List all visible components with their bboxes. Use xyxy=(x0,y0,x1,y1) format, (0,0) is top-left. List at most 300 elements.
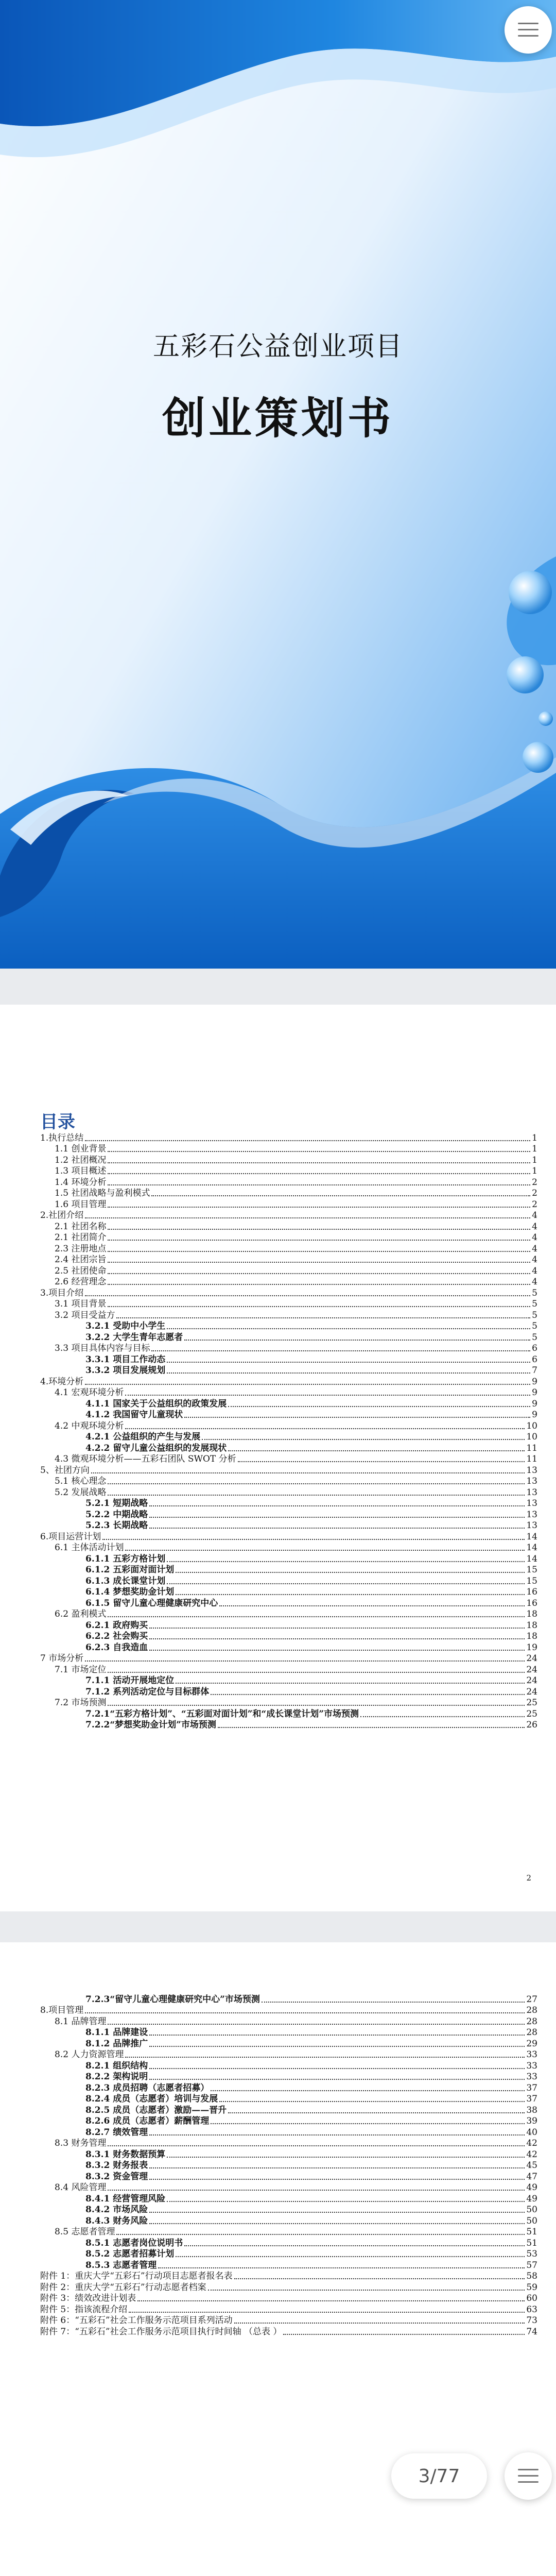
toc-entry[interactable] xyxy=(40,2293,537,2304)
toc-entry-title: 8.2.7 绩效管理 xyxy=(85,2127,148,2138)
toc-entry-page: 15 xyxy=(526,1565,537,1575)
toc-entry[interactable] xyxy=(40,1420,537,1432)
toc-entry-title: 8.2.3 成员招聘（志愿者招募） xyxy=(85,2082,210,2093)
toc-dot-leader xyxy=(219,2101,525,2102)
toc-entry-title: 7.2.3“留守儿童心理健康研究中心”市场预测 xyxy=(85,1994,260,2005)
toc-entry-page: 16 xyxy=(526,1598,537,1608)
toc-entry[interactable] xyxy=(40,1410,537,1421)
toc-entry[interactable] xyxy=(40,2315,537,2327)
toc-entry[interactable] xyxy=(40,1365,537,1377)
toc-entry-page: 19 xyxy=(526,1642,537,1653)
toc-entry[interactable] xyxy=(40,1232,537,1244)
toc-entry[interactable] xyxy=(40,1587,537,1598)
toc-dot-leader xyxy=(91,1472,525,1473)
toc-entry-page: 9 xyxy=(532,1410,537,1420)
toc-dot-leader xyxy=(228,1406,530,1407)
toc-entry-title: 8.1.1 品牌建设 xyxy=(85,2027,148,2038)
toc-entry-title: 8.2.5 成员（志愿者）激励——晋升 xyxy=(85,2105,227,2115)
toc-dot-leader xyxy=(129,2312,525,2313)
toc-entry[interactable] xyxy=(40,1166,537,1177)
toc-dot-leader xyxy=(167,1583,525,1584)
toc-entry[interactable] xyxy=(40,1531,537,1543)
toc-dot-leader xyxy=(149,2223,525,2224)
toc-entry-page: 47 xyxy=(526,2171,537,2182)
toc-dot-leader xyxy=(108,1162,530,1163)
toc-entry[interactable] xyxy=(40,2105,537,2116)
toc-entry-page: 39 xyxy=(526,2116,537,2126)
toc-entry-page: 26 xyxy=(526,1720,537,1730)
toc-entry-page: 9 xyxy=(532,1376,537,1387)
toc-entry-page: 4 xyxy=(532,1255,537,1265)
toc-entry-page: 51 xyxy=(526,2227,537,2237)
toc-entry[interactable] xyxy=(40,1543,537,1554)
toc-entry[interactable] xyxy=(40,1487,537,1498)
toc-entry-page: 13 xyxy=(526,1520,537,1531)
toc-entry-page: 14 xyxy=(526,1543,537,1553)
toc-entry-page: 5 xyxy=(532,1321,537,1331)
toc-dot-leader xyxy=(108,1251,530,1252)
toc-entry-title: 8.5.3 志愿者管理 xyxy=(85,2260,157,2270)
toc-entry[interactable] xyxy=(40,2160,537,2172)
toc-entry[interactable] xyxy=(40,1155,537,1166)
toc-entry[interactable] xyxy=(40,1565,537,1576)
toc-entry-title: 5.2.2 中期战略 xyxy=(85,1509,148,1520)
toc-entry[interactable] xyxy=(40,2027,537,2039)
toc-entry-page: 60 xyxy=(526,2293,537,2303)
toc-entry-title: 1.2 社团概况 xyxy=(55,1155,107,1165)
toc-entry[interactable] xyxy=(40,2072,537,2083)
toc-entry-title: 附件 7：“五彩石”社会工作服务示范项目执行时间轴 （总表 ） xyxy=(40,2326,282,2337)
toc-entry-page: 1 xyxy=(532,1132,537,1143)
toc-entry-title: 5.1 核心理念 xyxy=(55,1476,107,1486)
toc-entry-title: 6.1.1 五彩方格计划 xyxy=(85,1553,166,1564)
toc-entry-title: 4.1 宏观环境分析 xyxy=(55,1387,124,1398)
toc-dot-leader xyxy=(85,1660,525,1662)
toc-dot-leader xyxy=(85,1140,530,1141)
toc-entry[interactable] xyxy=(40,1509,537,1520)
toc-dot-leader xyxy=(85,1384,530,1385)
toc-entry-title: 8.项目管理 xyxy=(40,2005,84,2015)
toc-entry-page: 49 xyxy=(526,2182,537,2193)
toc-entry[interactable] xyxy=(40,1708,537,1720)
cover-subtitle: 五彩石公益创业项目 xyxy=(152,331,403,362)
toc-entry-page: 33 xyxy=(526,2072,537,2082)
toc-entry[interactable] xyxy=(40,1520,537,1532)
toc-entry[interactable] xyxy=(40,1287,537,1299)
toc-entry-page: 9 xyxy=(532,1398,537,1409)
toc-entry-page: 18 xyxy=(526,1631,537,1641)
toc-entry-page: 27 xyxy=(526,1994,537,2005)
toc-entry[interactable] xyxy=(40,1387,537,1399)
toc-entry[interactable] xyxy=(40,1443,537,1454)
toc-entry[interactable] xyxy=(40,2227,537,2238)
toc-entry-title: 6.2.1 政府购买 xyxy=(85,1620,148,1631)
toc-dot-leader xyxy=(219,1605,525,1606)
toc-entry[interactable] xyxy=(40,1575,537,1587)
toc-entry[interactable] xyxy=(40,1332,537,1343)
toc-entry[interactable] xyxy=(40,1398,537,1410)
toc-entry[interactable] xyxy=(40,2038,537,2049)
cover-background xyxy=(0,0,556,969)
toc-entry[interactable] xyxy=(40,1642,537,1653)
toc-dot-leader xyxy=(211,2090,525,2091)
toc-entry-title: 1.6 项目管理 xyxy=(55,1199,107,1210)
toc-entry[interactable] xyxy=(40,1188,537,1199)
toc-dot-leader xyxy=(108,1483,525,1484)
cover-page xyxy=(0,0,556,969)
toc-entry-title: 7.2.1“五彩方格计划”、“五彩面对面计划”和“成长课堂计划”市场预测 xyxy=(85,1708,359,1719)
toc-entry[interactable] xyxy=(40,2193,537,2205)
toc-entry[interactable] xyxy=(40,1465,537,1476)
toc-entry[interactable] xyxy=(40,2149,537,2160)
toc-entry[interactable] xyxy=(40,1265,537,1277)
toc-entry-title: 附件 3：绩效改进计划表 xyxy=(40,2293,136,2303)
toc-dot-leader xyxy=(108,1173,530,1174)
toc-dot-leader xyxy=(149,2167,525,2168)
toc-entry[interactable] xyxy=(40,1432,537,1443)
toc-entry-title: 5.2 发展战略 xyxy=(55,1487,107,1498)
bubble xyxy=(509,571,552,614)
toc-dot-leader xyxy=(184,1417,530,1418)
toc-entry-page: 16 xyxy=(526,1587,537,1597)
toc-entry[interactable] xyxy=(40,1243,537,1255)
toc-entry[interactable] xyxy=(40,2094,537,2105)
toc-entry[interactable] xyxy=(40,1354,537,1365)
toc-entry-title: 7.1.2 系列活动定位与目标群体 xyxy=(85,1686,210,1697)
toc-dot-leader xyxy=(151,1195,530,1196)
toc-dot-leader xyxy=(149,2068,525,2069)
toc-entry[interactable] xyxy=(40,1476,537,1487)
toc-entry-title: 8.3.2 资金管理 xyxy=(85,2171,148,2182)
toc-entry-title: 3.3.2 项目发展规划 xyxy=(85,1365,166,1376)
toc-entry-title: 附件 2：重庆大学“五彩石”行动志愿者档案 xyxy=(40,2282,206,2293)
menu-button[interactable] xyxy=(505,6,552,54)
toc-entry[interactable] xyxy=(40,2271,537,2282)
toc-entry[interactable] xyxy=(40,2326,537,2337)
toc-entry-page: 11 xyxy=(526,1443,537,1453)
toc-dot-leader xyxy=(149,1628,525,1629)
toc-dot-leader xyxy=(116,1317,530,1318)
toc-entry-page: 10 xyxy=(526,1420,537,1431)
toc-dot-leader xyxy=(360,1716,525,1717)
bubble xyxy=(523,742,553,773)
toc-list xyxy=(40,1994,537,2337)
toc-entry[interactable] xyxy=(40,1144,537,1155)
toc-entry[interactable] xyxy=(40,1631,537,1642)
toc-entry-page: 24 xyxy=(526,1686,537,1697)
toc-entry-title: 1.执行总结 xyxy=(40,1132,84,1143)
toc-entry-title: 8.5.2 志愿者招募计划 xyxy=(85,2249,175,2259)
toc-entry-page: 24 xyxy=(526,1664,537,1675)
toc-entry[interactable] xyxy=(40,1199,537,1210)
toc-entry-title: 8.4.1 经营管理风险 xyxy=(85,2193,166,2204)
toc-entry-title: 6.2.3 自我造血 xyxy=(85,1642,148,1653)
toc-dot-leader xyxy=(108,1262,530,1263)
toc-entry[interactable] xyxy=(40,2260,537,2271)
toc-dot-leader xyxy=(149,2212,525,2213)
toc-entry-page: 57 xyxy=(526,2260,537,2270)
toc-entry-title: 7.1 市场定位 xyxy=(55,1664,107,1675)
toc-page-2 xyxy=(0,1005,556,1911)
toc-dot-leader xyxy=(218,1727,525,1728)
toc-dot-leader xyxy=(125,1395,530,1396)
toc-entry-page: 33 xyxy=(526,2049,537,2060)
toc-dot-leader xyxy=(149,1505,525,1506)
toc-entry-title: 2.5 社团使命 xyxy=(55,1265,107,1276)
toc-entry-title: 8.1 品牌管理 xyxy=(55,2016,107,2027)
toc-entry[interactable] xyxy=(40,1277,537,1288)
toc-dot-leader xyxy=(149,2179,525,2180)
toc-entry-page: 6 xyxy=(532,1354,537,1365)
toc-dot-leader xyxy=(108,1616,525,1617)
toc-dot-leader xyxy=(108,1273,530,1274)
toc-entry-page: 42 xyxy=(526,2149,537,2160)
toc-entry-title: 3.2 项目受益方 xyxy=(55,1310,115,1320)
toc-entry-title: 7 市场分析 xyxy=(40,1653,84,1664)
toc-entry[interactable] xyxy=(40,1720,537,1731)
toc-entry[interactable] xyxy=(40,2205,537,2216)
toc-entry-title: 6.1.4 梦想奖助金计划 xyxy=(85,1587,175,1597)
toc-dot-leader xyxy=(167,2201,525,2202)
toc-entry-page: 2 xyxy=(532,1177,537,1188)
toc-entry[interactable] xyxy=(40,1221,537,1232)
toc-dot-leader xyxy=(85,1295,530,1296)
toc-entry-page: 4 xyxy=(532,1232,537,1243)
toc-entry-page: 58 xyxy=(526,2271,537,2281)
toc-entry[interactable] xyxy=(40,2182,537,2194)
toc-dot-leader xyxy=(158,2267,525,2268)
toc-entry-page: 1 xyxy=(532,1155,537,1165)
toc-entry-page: 13 xyxy=(526,1476,537,1486)
toc-dot-leader xyxy=(149,2035,525,2036)
toc-entry-title: 2.4 社团宗旨 xyxy=(55,1255,107,1265)
toc-entry-page: 1 xyxy=(532,1166,537,1176)
toc-dot-leader xyxy=(228,1450,525,1451)
toc-entry[interactable] xyxy=(40,2171,537,2182)
menu-button[interactable] xyxy=(505,2452,552,2500)
toc-entry-page: 74 xyxy=(526,2326,537,2337)
toc-dot-leader xyxy=(108,1229,530,1230)
toc-entry-page: 28 xyxy=(526,2027,537,2038)
toc-entry[interactable] xyxy=(40,1698,537,1709)
toc-dot-leader xyxy=(202,1439,525,1440)
toc-dot-leader xyxy=(108,2145,525,2146)
toc-dot-leader xyxy=(167,2157,525,2158)
toc-entry-page: 29 xyxy=(526,2038,537,2049)
toc-entry[interactable] xyxy=(40,1310,537,1321)
page-number: 2 xyxy=(526,1873,531,1883)
toc-dot-leader xyxy=(102,1539,525,1540)
toc-entry[interactable] xyxy=(40,2127,537,2138)
cover-title: 创业策划书 xyxy=(162,393,394,444)
toc-entry[interactable] xyxy=(40,1210,537,1222)
toc-entry-title: 3.2.1 受助中小学生 xyxy=(85,1321,166,1331)
toc-entry-page: 49 xyxy=(526,2193,537,2204)
toc-dot-leader xyxy=(85,1217,530,1218)
toc-dot-leader xyxy=(116,2234,525,2235)
toc-entry-page: 50 xyxy=(526,2215,537,2226)
toc-entry-title: 7.2.2“梦想奖助金计划”市场预测 xyxy=(85,1720,216,1730)
toc-entry-page: 63 xyxy=(526,2304,537,2315)
toc-dot-leader xyxy=(149,2134,525,2136)
toc-dot-leader xyxy=(228,2112,525,2113)
toc-entry[interactable] xyxy=(40,2238,537,2249)
toc-entry[interactable] xyxy=(40,1675,537,1687)
toc-entry-title: 8.2.2 架构说明 xyxy=(85,2072,148,2082)
toc-dot-leader xyxy=(149,1650,525,1651)
toc-entry-page: 40 xyxy=(526,2127,537,2138)
toc-dot-leader xyxy=(167,1372,530,1374)
toc-entry[interactable] xyxy=(40,1553,537,1565)
toc-entry[interactable] xyxy=(40,2005,537,2016)
toc-dot-leader xyxy=(167,1328,530,1329)
toc-entry-title: 1.3 项目概述 xyxy=(55,1166,107,1176)
toc-entry[interactable] xyxy=(40,1132,537,1144)
toc-entry-page: 14 xyxy=(526,1531,537,1542)
toc-entry-title: 8.3.2 财务报表 xyxy=(85,2160,148,2171)
toc-entry[interactable] xyxy=(40,1343,537,1354)
toc-entry-title: 附件 5：指该流程介绍 xyxy=(40,2304,128,2315)
toc-dot-leader xyxy=(137,2300,525,2301)
toc-entry[interactable] xyxy=(40,2138,537,2149)
toc-dot-leader xyxy=(184,2245,525,2246)
toc-entry-page: 37 xyxy=(526,2082,537,2093)
toc-entry[interactable] xyxy=(40,1653,537,1665)
toc-entry[interactable] xyxy=(40,2116,537,2127)
toc-dot-leader xyxy=(85,2012,525,2013)
toc-entry-page: 73 xyxy=(526,2315,537,2326)
toc-entry-title: 3.项目介绍 xyxy=(40,1287,84,1298)
toc-entry-title: 4.2.2 留守儿童公益组织的发展现状 xyxy=(85,1443,227,1453)
toc-dot-leader xyxy=(149,1517,525,1518)
bubble xyxy=(507,656,544,693)
toc-entry-title: 3.1 项目背景 xyxy=(55,1299,107,1309)
toc-entry[interactable] xyxy=(40,2049,537,2061)
toc-entry-title: 2.社团介绍 xyxy=(40,1210,84,1221)
toc-dot-leader xyxy=(125,1428,525,1429)
toc-entry-page: 6 xyxy=(532,1343,537,1353)
toc-dot-leader xyxy=(238,1461,525,1462)
toc-entry-title: 4.1.1 国家关于公益组织的政策发展 xyxy=(85,1398,227,1409)
toc-dot-leader xyxy=(108,1240,530,1241)
page-indicator[interactable]: 3/77 xyxy=(391,2453,487,2499)
toc-dot-leader xyxy=(108,1672,525,1673)
toc-entry-title: 8.4.3 财务风险 xyxy=(85,2215,148,2226)
toc-entry-page: 50 xyxy=(526,2205,537,2215)
toc-dot-leader xyxy=(208,2290,525,2291)
toc-entry-title: 6.2 盈利模式 xyxy=(55,1609,107,1619)
toc-entry-title: 8.2 人力资源管理 xyxy=(55,2049,124,2060)
toc-dot-leader xyxy=(176,2256,525,2257)
toc-entry-title: 6.1 主体活动计划 xyxy=(55,1543,124,1553)
toc-entry-page: 15 xyxy=(526,1575,537,1586)
toc-entry-title: 3.3 项目具体内容与目标 xyxy=(55,1343,150,1353)
toc-entry[interactable] xyxy=(40,2249,537,2260)
toc-entry[interactable] xyxy=(40,1598,537,1609)
toc-entry-page: 5 xyxy=(532,1332,537,1343)
toc-dot-leader xyxy=(108,1207,530,1208)
toc-entry-page: 51 xyxy=(526,2238,537,2248)
toc-heading: 目录 xyxy=(40,1112,75,1132)
toc-dot-leader xyxy=(176,1572,525,1573)
toc-entry-page: 37 xyxy=(526,2094,537,2104)
toc-entry-page: 4 xyxy=(532,1243,537,1254)
toc-entry[interactable] xyxy=(40,1454,537,1465)
toc-entry[interactable] xyxy=(40,1609,537,1620)
toc-entry-title: 1.4 环境分析 xyxy=(55,1177,107,1188)
toc-entry-title: 4.1.2 我国留守儿童现状 xyxy=(85,1410,183,1420)
toc-entry-page: 2 xyxy=(532,1188,537,1198)
toc-entry-page: 42 xyxy=(526,2138,537,2148)
toc-entry[interactable] xyxy=(40,1255,537,1266)
toc-entry[interactable] xyxy=(40,1299,537,1310)
toc-dot-leader xyxy=(108,2190,525,2191)
toc-entry-title: 4.环境分析 xyxy=(40,1376,84,1387)
bubble xyxy=(538,711,553,726)
toc-entry[interactable] xyxy=(40,1686,537,1698)
toc-entry[interactable] xyxy=(40,2060,537,2072)
toc-entry[interactable] xyxy=(40,2016,537,2027)
toc-dot-leader xyxy=(211,1694,525,1695)
toc-dot-leader xyxy=(211,2123,525,2124)
toc-entry-page: 9 xyxy=(532,1387,537,1398)
toc-entry-page: 14 xyxy=(526,1553,537,1564)
toc-entry-page: 18 xyxy=(526,1609,537,1619)
toc-entry-page: 4 xyxy=(532,1210,537,1221)
toc-entry[interactable] xyxy=(40,1620,537,1631)
toc-entry-page: 25 xyxy=(526,1698,537,1708)
toc-entry-page: 5 xyxy=(532,1299,537,1309)
toc-entry-page: 28 xyxy=(526,2005,537,2015)
toc-dot-leader xyxy=(108,1284,530,1285)
toc-dot-leader xyxy=(176,1683,525,1684)
toc-entry[interactable] xyxy=(40,2304,537,2315)
toc-entry-page: 2 xyxy=(532,1199,537,1210)
toc-entry-page: 1 xyxy=(532,1144,537,1154)
toc-entry-title: 1.1 创业背景 xyxy=(55,1144,107,1154)
toc-dot-leader xyxy=(234,2323,525,2324)
toc-entry[interactable] xyxy=(40,1498,537,1510)
toc-dot-leader xyxy=(108,1495,525,1496)
toc-entry[interactable] xyxy=(40,2215,537,2227)
toc-entry[interactable] xyxy=(40,1321,537,1332)
toc-entry[interactable] xyxy=(40,1177,537,1188)
toc-entry-title: 7.1.1 活动开展地定位 xyxy=(85,1675,175,1686)
toc-entry[interactable] xyxy=(40,1994,537,2005)
toc-entry[interactable] xyxy=(40,1376,537,1387)
toc-entry-title: 附件 6：“五彩石”社会工作服务示范项目系列活动 xyxy=(40,2315,233,2326)
toc-entry-title: 4.2 中观环境分析 xyxy=(55,1420,124,1431)
toc-entry-page: 38 xyxy=(526,2105,537,2115)
toc-entry-title: 8.2.6 成员（志愿者）薪酬管理 xyxy=(85,2116,210,2126)
toc-entry-title: 5.2.1 短期战略 xyxy=(85,1498,148,1509)
toc-entry-title: 5、社团方向 xyxy=(40,1465,90,1476)
toc-entry[interactable] xyxy=(40,2282,537,2293)
toc-entry-title: 8.3.1 财务数据预算 xyxy=(85,2149,166,2160)
toc-entry-page: 53 xyxy=(526,2249,537,2259)
toc-entry-title: 8.4.2 市场风险 xyxy=(85,2205,148,2215)
toc-entry-page: 45 xyxy=(526,2160,537,2171)
toc-entry-title: 2.1 社团名称 xyxy=(55,1221,107,1232)
toc-entry-title: 1.5 社团战略与盈利模式 xyxy=(55,1188,150,1198)
toc-entry-title: 6.1.3 成长课堂计划 xyxy=(85,1575,166,1586)
toc-entry[interactable] xyxy=(40,2082,537,2094)
toc-entry-page: 11 xyxy=(526,1454,537,1464)
toc-entry-title: 2.1 社团简介 xyxy=(55,1232,107,1243)
toc-dot-leader xyxy=(125,2057,525,2058)
toc-entry[interactable] xyxy=(40,1664,537,1675)
toc-entry-title: 8.2.1 组织结构 xyxy=(85,2060,148,2071)
